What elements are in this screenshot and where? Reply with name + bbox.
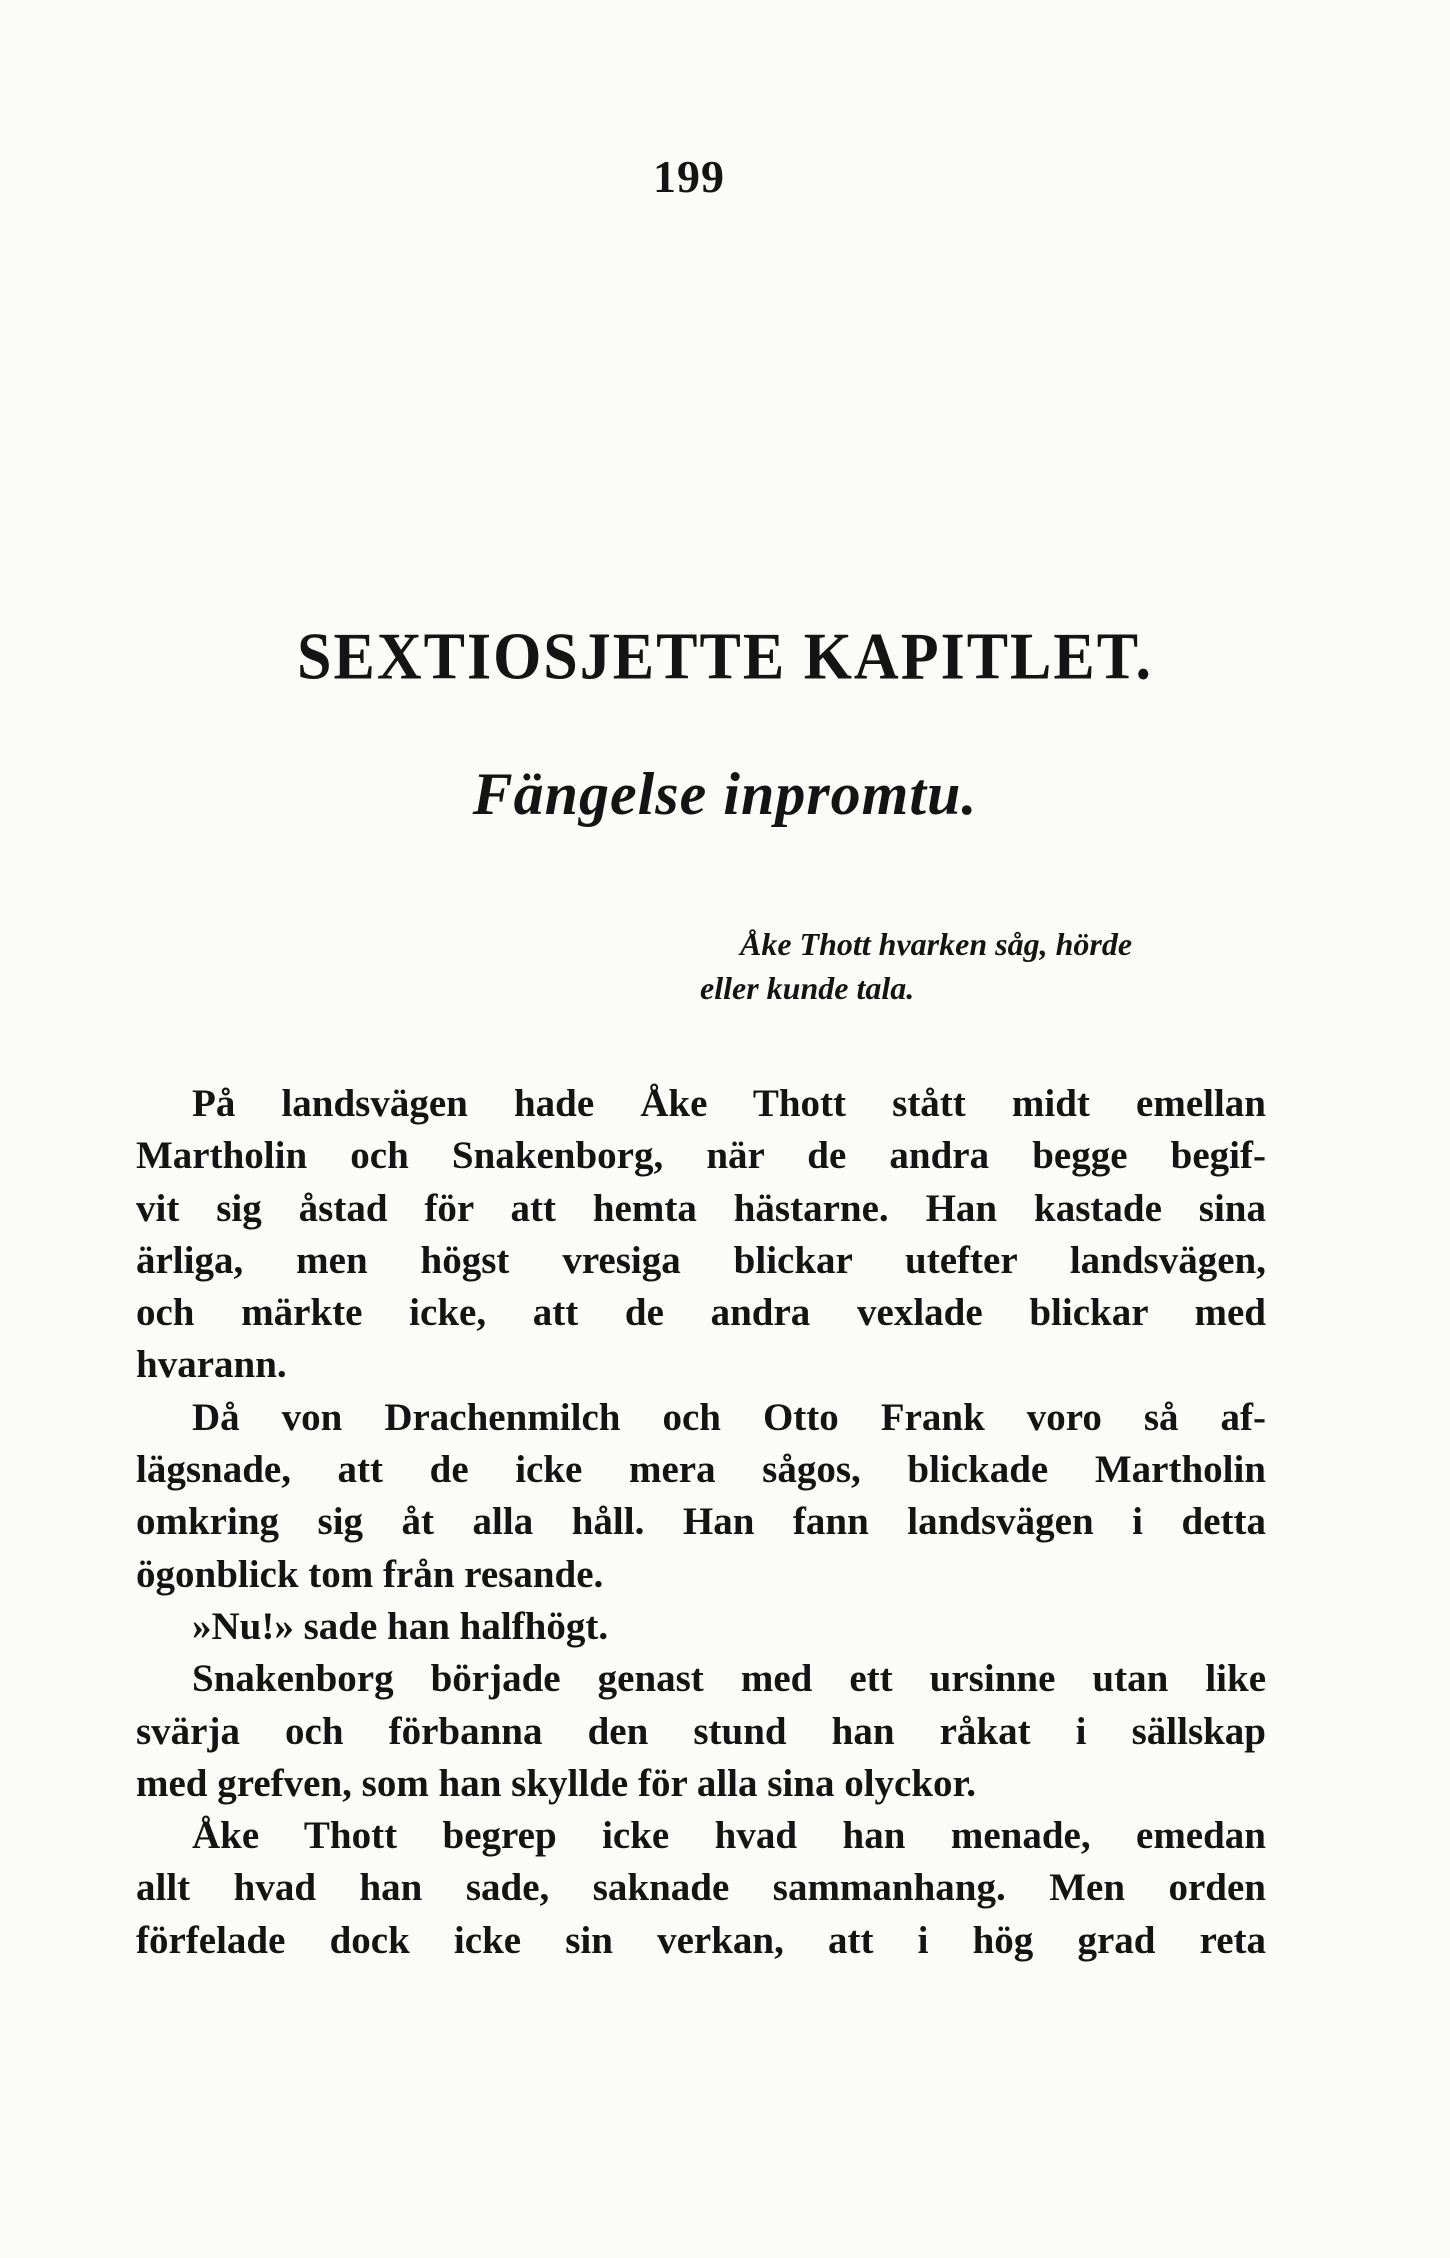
page-number: 199 bbox=[653, 151, 725, 202]
text-line: ögonblick tom från resande. bbox=[136, 1552, 604, 1596]
text-line: hvarann. bbox=[136, 1343, 287, 1387]
chapter-title: SEXTIOSJETTE KAPITLET. bbox=[296, 620, 1154, 694]
text-line: förfelade dock icke sin verkan, att i hög grad reta bbox=[136, 1918, 1266, 1962]
text-line: På landsvägen hade Åke Thott stått midt emellan bbox=[192, 1082, 1266, 1125]
text-line: allt hvad han sade, saknade sammanhang. Men orden bbox=[136, 1866, 1266, 1910]
text-line: svärja och förbanna den stund han råkat i sällskap bbox=[136, 1709, 1266, 1753]
text-line: lägsnade, att de icke mera sågos, blickade Martholin bbox=[136, 1448, 1266, 1492]
text-line: med grefven, som han skyllde för alla sina olyckor. bbox=[136, 1761, 977, 1805]
text-line: »Nu!» sade han halfhögt. bbox=[192, 1604, 609, 1648]
text-line: Åke Thott begrep icke hvad han menade, emedan bbox=[192, 1814, 1266, 1858]
text-line: Då von Drachenmilch och Otto Frank voro så af- bbox=[192, 1395, 1266, 1439]
body-text bbox=[136, 1078, 1266, 1967]
text-line: vit sig åstad för att hemta hästarne. Han kastade sina bbox=[136, 1186, 1266, 1230]
text-line: ärliga, men högst vresiga blickar utefter landsvägen, bbox=[136, 1238, 1266, 1282]
epigraph-line: Åke Thott hvarken såg, hörde bbox=[740, 926, 1133, 962]
epigraph bbox=[700, 922, 1260, 1010]
text-line: Snakenborg började genast med ett ursinne utan like bbox=[192, 1657, 1266, 1701]
text-line: omkring sig åt alla håll. Han fann landsvägen i detta bbox=[136, 1500, 1266, 1544]
chapter-subtitle: Fängelse inpromtu. bbox=[472, 761, 978, 827]
epigraph-line: eller kunde tala. bbox=[700, 970, 915, 1006]
text-line: och märkte icke, att de andra vexlade blickar med bbox=[136, 1291, 1266, 1335]
text-line: Martholin och Snakenborg, när de andra begge begif- bbox=[136, 1134, 1266, 1178]
